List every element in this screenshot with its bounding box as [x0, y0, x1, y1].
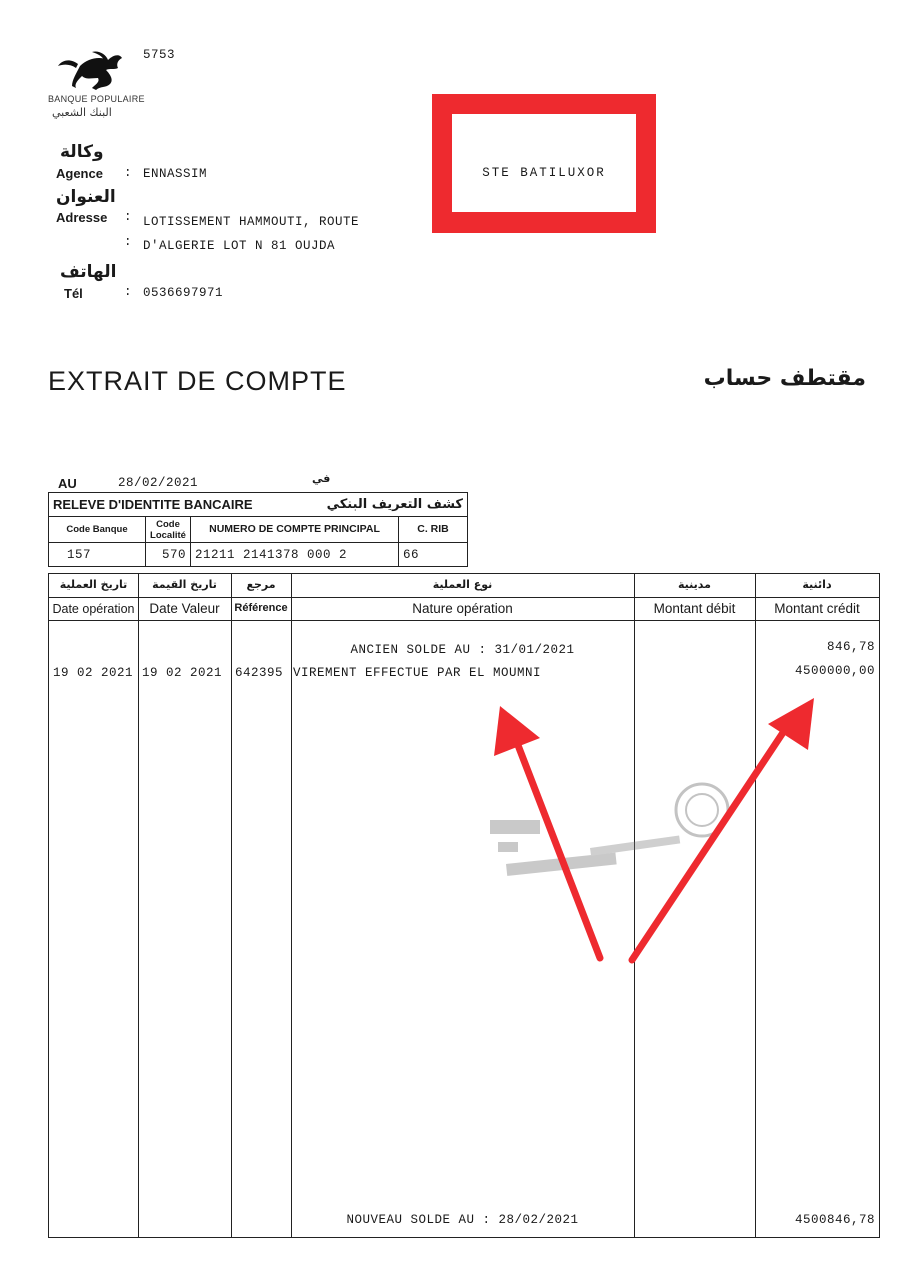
opening-balance-label: ANCIEN SOLDE AU : 31/01/2021	[350, 643, 575, 657]
adresse-colon-1: :	[124, 210, 133, 224]
col-header-debit-arabic: مدينية	[678, 578, 711, 591]
col-header-reference: Référence	[234, 602, 288, 614]
agence-colon: :	[124, 166, 133, 180]
au-label: AU	[58, 476, 77, 491]
bank-stamp-icon	[470, 780, 740, 890]
row-nature: VIREMENT EFFECTUE PAR EL MOUMNI	[293, 666, 542, 680]
adresse-line-2: D'ALGERIE LOT N 81 OUJDA	[143, 239, 336, 253]
col-header-nature: Nature opération	[412, 601, 513, 616]
rib-table	[48, 492, 468, 567]
tel-value: 0536697971	[143, 286, 224, 300]
logo-caption: BANQUE POPULAIRE	[48, 94, 145, 104]
col-header-credit: Montant crédit	[774, 601, 860, 616]
rib-header-code-localite: Code Localité	[146, 517, 191, 543]
tel-label: Tél	[64, 286, 83, 301]
rib-header-numero: NUMERO DE COMPTE PRINCIPAL	[191, 517, 399, 543]
operations-table	[48, 573, 880, 1238]
agence-label-arabic: وكالة	[60, 142, 104, 162]
opening-balance-credit: 846,78	[826, 640, 875, 654]
document-number: 5753	[143, 48, 176, 62]
rib-title-arabic: كشف التعريف البنكي	[326, 497, 463, 512]
adresse-colon-2: :	[124, 235, 133, 249]
col-header-date-valeur-arabic: تاريخ القيمة	[152, 578, 217, 591]
col-header-date-valeur: Date Valeur	[149, 601, 220, 616]
col-header-reference-arabic: مرجع	[246, 578, 276, 591]
col-header-date-operation-arabic: تاريخ العملية	[59, 578, 128, 591]
rib-header-crib: C. RIB	[399, 517, 468, 543]
adresse-label-arabic: العنوان	[56, 187, 116, 207]
au-label-arabic: في	[312, 472, 331, 485]
row-reference: 642395	[235, 666, 284, 680]
col-header-debit: Montant débit	[653, 601, 736, 616]
recipient-name: STE BATILUXOR	[482, 166, 606, 180]
col-header-date-operation: Date opération	[52, 602, 135, 616]
agence-label: Agence	[56, 166, 103, 181]
table-row	[49, 666, 879, 684]
rib-header-code-banque: Code Banque	[49, 517, 146, 543]
rib-title: RELEVE D'IDENTITE BANCAIRE	[53, 497, 253, 512]
adresse-label: Adresse	[56, 210, 108, 225]
row-credit: 4500000,00	[794, 664, 875, 678]
agence-value: ENNASSIM	[143, 167, 208, 181]
recipient-box	[452, 114, 636, 212]
rib-value-code-banque: 157	[49, 543, 146, 567]
title-french: EXTRAIT DE COMPTE	[48, 366, 347, 396]
title-arabic: مقتطف حساب	[703, 366, 866, 391]
tel-colon: :	[124, 285, 133, 299]
row-date-operation: 19 02 2021	[53, 666, 134, 680]
closing-balance-credit: 4500846,78	[794, 1213, 875, 1227]
rib-value-crib: 66	[399, 543, 468, 567]
au-date: 28/02/2021	[118, 476, 199, 490]
closing-balance-label: NOUVEAU SOLDE AU : 28/02/2021	[346, 1213, 579, 1227]
col-header-nature-arabic: نوع العملية	[432, 578, 493, 591]
rib-value-numero: 21211 2141378 000 2	[191, 543, 399, 567]
col-header-credit-arabic: دائنية	[802, 578, 832, 591]
row-date-valeur: 19 02 2021	[142, 666, 223, 680]
rib-value-code-localite: 570	[146, 543, 191, 567]
tel-label-arabic: الهاتف	[60, 262, 117, 282]
logo-caption-arabic: البنك الشعبي	[52, 106, 112, 119]
adresse-line-1: LOTISSEMENT HAMMOUTI, ROUTE	[143, 215, 360, 229]
